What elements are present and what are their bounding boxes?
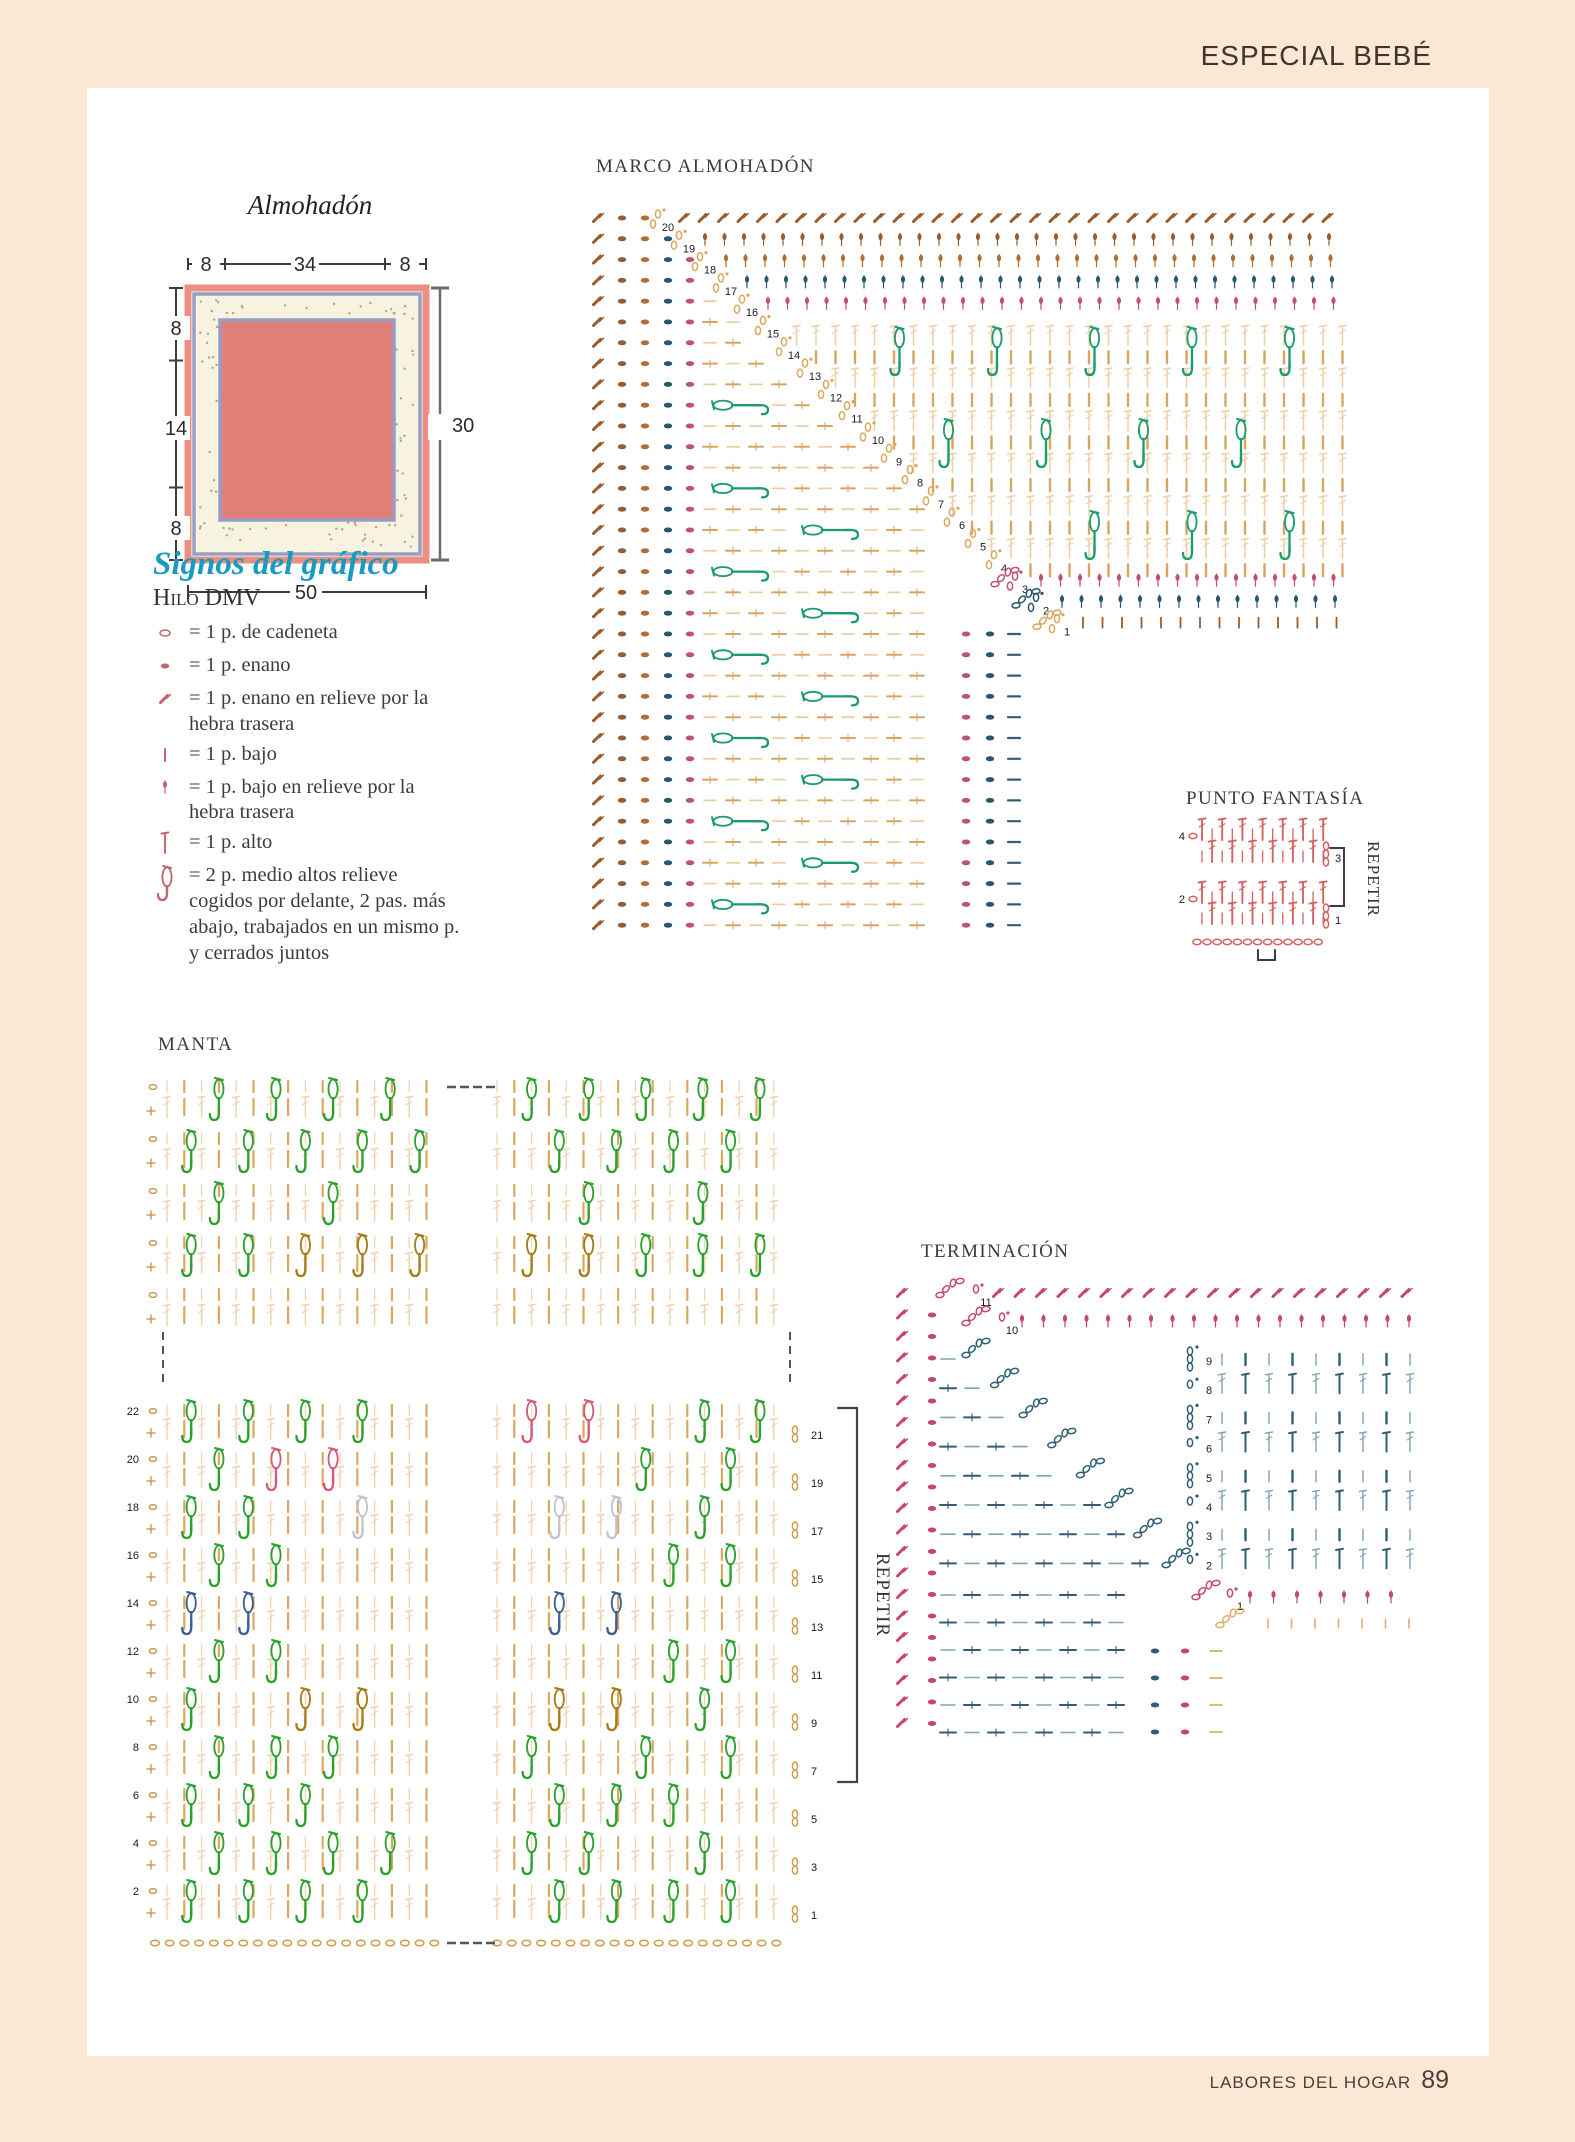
svg-text:14: 14 (787, 349, 801, 362)
legend-title: Signos del gráfico (153, 546, 399, 582)
svg-text:17: 17 (724, 285, 738, 298)
slip-icon (153, 653, 179, 677)
schematic-title: Almohadón (247, 190, 373, 220)
svg-text:7: 7 (811, 1766, 818, 1778)
puff-icon (153, 863, 179, 907)
legend-item (153, 830, 463, 859)
svg-text:18: 18 (126, 1502, 139, 1514)
svg-text:16: 16 (126, 1550, 139, 1562)
legend-item (153, 742, 463, 771)
svg-text:5: 5 (811, 1814, 818, 1826)
svg-text:1: 1 (1063, 626, 1071, 639)
svg-text:5: 5 (979, 541, 987, 554)
footer-magazine-title: LABORES DEL HOGAR (1209, 2073, 1412, 2092)
svg-text:14: 14 (126, 1598, 139, 1610)
legend-item-text: = 1 p. bajo en relieve por la hebra trasera (189, 775, 415, 824)
svg-text:REPETIR: REPETIR (1364, 841, 1383, 917)
svg-text:1: 1 (1335, 915, 1342, 927)
punto-chart-label: PUNTO FANTASÍA (1186, 788, 1365, 809)
sc-relief-icon (153, 775, 179, 799)
terminacion-chart-label: TERMINACIÓN (921, 1241, 1070, 1262)
legend-item-text: = 1 p. enano (189, 654, 291, 676)
svg-text:4: 4 (1178, 831, 1185, 843)
legend-items (153, 620, 463, 967)
svg-text:8: 8 (200, 254, 212, 276)
svg-text:13: 13 (811, 1622, 824, 1634)
svg-text:2: 2 (1206, 1560, 1213, 1573)
svg-text:15: 15 (766, 328, 780, 341)
legend-item (153, 863, 463, 966)
section-header: ESPECIAL BEBÉ (1200, 40, 1432, 71)
svg-text:50: 50 (294, 582, 318, 604)
svg-text:9: 9 (1206, 1356, 1213, 1368)
svg-text:4: 4 (132, 1838, 139, 1850)
legend-item-text: = 1 p. alto (189, 831, 273, 854)
svg-text:8: 8 (916, 477, 924, 490)
svg-text:3: 3 (1206, 1531, 1213, 1544)
svg-text:3: 3 (1335, 853, 1342, 865)
svg-text:12: 12 (126, 1646, 139, 1658)
svg-text:17: 17 (811, 1526, 824, 1538)
svg-text:10: 10 (871, 435, 885, 447)
svg-text:8: 8 (170, 318, 182, 340)
svg-text:4: 4 (1000, 562, 1008, 575)
svg-text:10: 10 (126, 1694, 139, 1706)
dc-icon (153, 830, 179, 854)
legend-item (153, 686, 463, 738)
svg-text:3: 3 (1021, 584, 1029, 597)
svg-text:10: 10 (1005, 1325, 1019, 1337)
legend-item (153, 620, 463, 649)
svg-text:12: 12 (829, 392, 843, 405)
svg-text:1: 1 (811, 1910, 818, 1922)
svg-text:6: 6 (1206, 1443, 1213, 1456)
legend-item (153, 775, 463, 827)
svg-text:16: 16 (745, 307, 759, 320)
svg-text:2: 2 (1178, 894, 1185, 906)
svg-text:REPETIR: REPETIR (872, 1552, 893, 1638)
svg-text:2: 2 (1042, 605, 1050, 618)
svg-text:22: 22 (126, 1406, 139, 1418)
page-footer (1210, 2066, 1449, 2095)
svg-text:3: 3 (811, 1862, 818, 1874)
svg-text:1: 1 (1236, 1601, 1244, 1613)
sc-icon (153, 742, 179, 766)
marco-chart-label: MARCO ALMOHADÓN (596, 156, 815, 177)
punto-fantasia-chart (1140, 788, 1430, 978)
svg-text:7: 7 (937, 498, 945, 511)
svg-text:5: 5 (1206, 1472, 1213, 1485)
svg-text:19: 19 (682, 243, 696, 256)
legend (153, 546, 463, 971)
manta-chart (95, 1040, 905, 2010)
svg-text:2: 2 (132, 1886, 139, 1898)
svg-text:21: 21 (811, 1430, 824, 1442)
legend-item-text: = 1 p. enano en relieve por la hebra trasera (189, 687, 429, 735)
chain-icon (153, 620, 179, 644)
legend-subtitle: Hilo DMV (153, 585, 261, 611)
svg-text:18: 18 (703, 264, 717, 277)
svg-text:6: 6 (958, 520, 966, 533)
svg-text:20: 20 (661, 222, 675, 234)
svg-text:34: 34 (293, 254, 317, 276)
svg-text:20: 20 (126, 1454, 139, 1466)
svg-text:15: 15 (811, 1574, 824, 1586)
svg-text:30: 30 (452, 415, 475, 437)
svg-text:13: 13 (808, 371, 822, 384)
svg-text:11: 11 (811, 1670, 823, 1682)
svg-text:8: 8 (399, 254, 411, 276)
svg-text:6: 6 (132, 1790, 139, 1802)
terminacion-chart (890, 1265, 1440, 1765)
manta-chart-label: MANTA (158, 1034, 234, 1055)
legend-item-text: = 1 p. de cadeneta (189, 621, 338, 643)
footer-page-number: 89 (1421, 2066, 1449, 2094)
legend-item (153, 653, 463, 682)
svg-text:8: 8 (170, 518, 182, 540)
svg-text:11: 11 (980, 1297, 992, 1309)
svg-text:8: 8 (132, 1742, 139, 1754)
svg-text:9: 9 (811, 1718, 818, 1730)
svg-text:9: 9 (895, 456, 903, 469)
svg-text:4: 4 (1206, 1502, 1213, 1514)
slip-relief-icon (153, 686, 179, 710)
svg-text:8: 8 (1206, 1385, 1213, 1398)
svg-text:7: 7 (1206, 1414, 1213, 1427)
svg-text:11: 11 (851, 413, 863, 426)
svg-text:14: 14 (164, 418, 188, 440)
svg-text:19: 19 (811, 1478, 824, 1490)
legend-item-text: = 1 p. bajo (189, 742, 277, 765)
legend-item-text: = 2 p. medio altos relieve cogidos por delante, 2 pas. más abajo, trabajados en un mismo p. y cerrados juntos (189, 864, 460, 964)
